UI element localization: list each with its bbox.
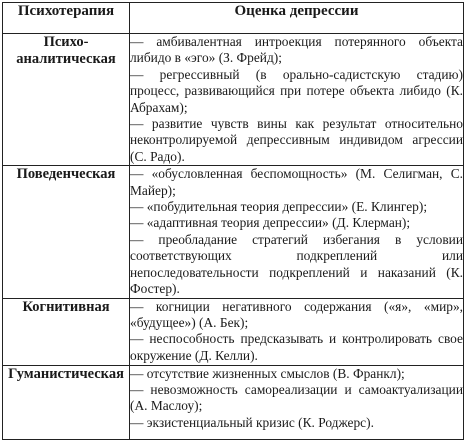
assessment-cell — [130, 298, 464, 365]
table-row — [3, 166, 464, 298]
assessment-item: — экзистенциальный кризис (К. Роджерс). — [130, 414, 374, 430]
school-name-line: аналитическая — [16, 51, 116, 67]
assessment-cell — [130, 34, 464, 166]
assessment-cell — [130, 166, 464, 298]
assessment-item: — «обусловленная беспомощность» (М. Селигман, С. Майер); — [130, 166, 463, 198]
depression-assessment-table — [2, 2, 464, 440]
school-name-behavioral — [3, 166, 130, 298]
assessment-item: — «адаптивная теория депрессии» (Д. Клерман); — [130, 215, 411, 231]
assessment-item: — амбивалентная интроекция потерянного объекта либидо в «эго» (З. Фрейд); — [130, 34, 463, 66]
school-name-line: Гуманистическая — [8, 365, 124, 382]
assessment-item: — «побудительная теория депрессии» (Е. Клингер); — [130, 199, 428, 215]
school-name-line: Поведенческая — [16, 166, 116, 183]
header-row — [3, 3, 464, 34]
school-name-line: Психо- — [43, 34, 89, 50]
school-name-line: Когнитивная — [22, 298, 110, 315]
assessment-item: — развитие чувств вины как результат относительно неконтролируемой депрессивным индивидом агрессии (С. Радо). — [130, 116, 463, 164]
table-row — [3, 298, 464, 365]
assessment-item: — невозможность самореализации и самоактуализации (А. Маслоу); — [130, 381, 463, 414]
school-name-cognitive — [3, 298, 130, 365]
assessment-item: — неспособность предсказывать и контролировать свое окружение (Д. Келли). — [130, 331, 463, 363]
header-depression-assessment: Оценка депрессии — [130, 3, 464, 34]
assessment-item: — отсутствие жизненных смыслов (В. Франкл); — [130, 365, 405, 381]
assessment-item: — когниции негативного содержания («я», «мир», «будущее») (А. Бек); — [130, 298, 463, 330]
assessment-item: — регрессивный (в орально-садистскую стадию) процесс, развивающийся при потере объекта либидо (К. Абрахам); — [130, 66, 463, 115]
assessment-item: — преобладание стратегий избегания в условии соответствующих подкреплений или непоследовательности подкреплений и наказаний (К. Фостер). — [130, 231, 463, 297]
school-name-psychoanalytic — [3, 34, 130, 166]
header-psychotherapy: Психотерапия — [3, 3, 130, 34]
table-row — [3, 34, 464, 166]
